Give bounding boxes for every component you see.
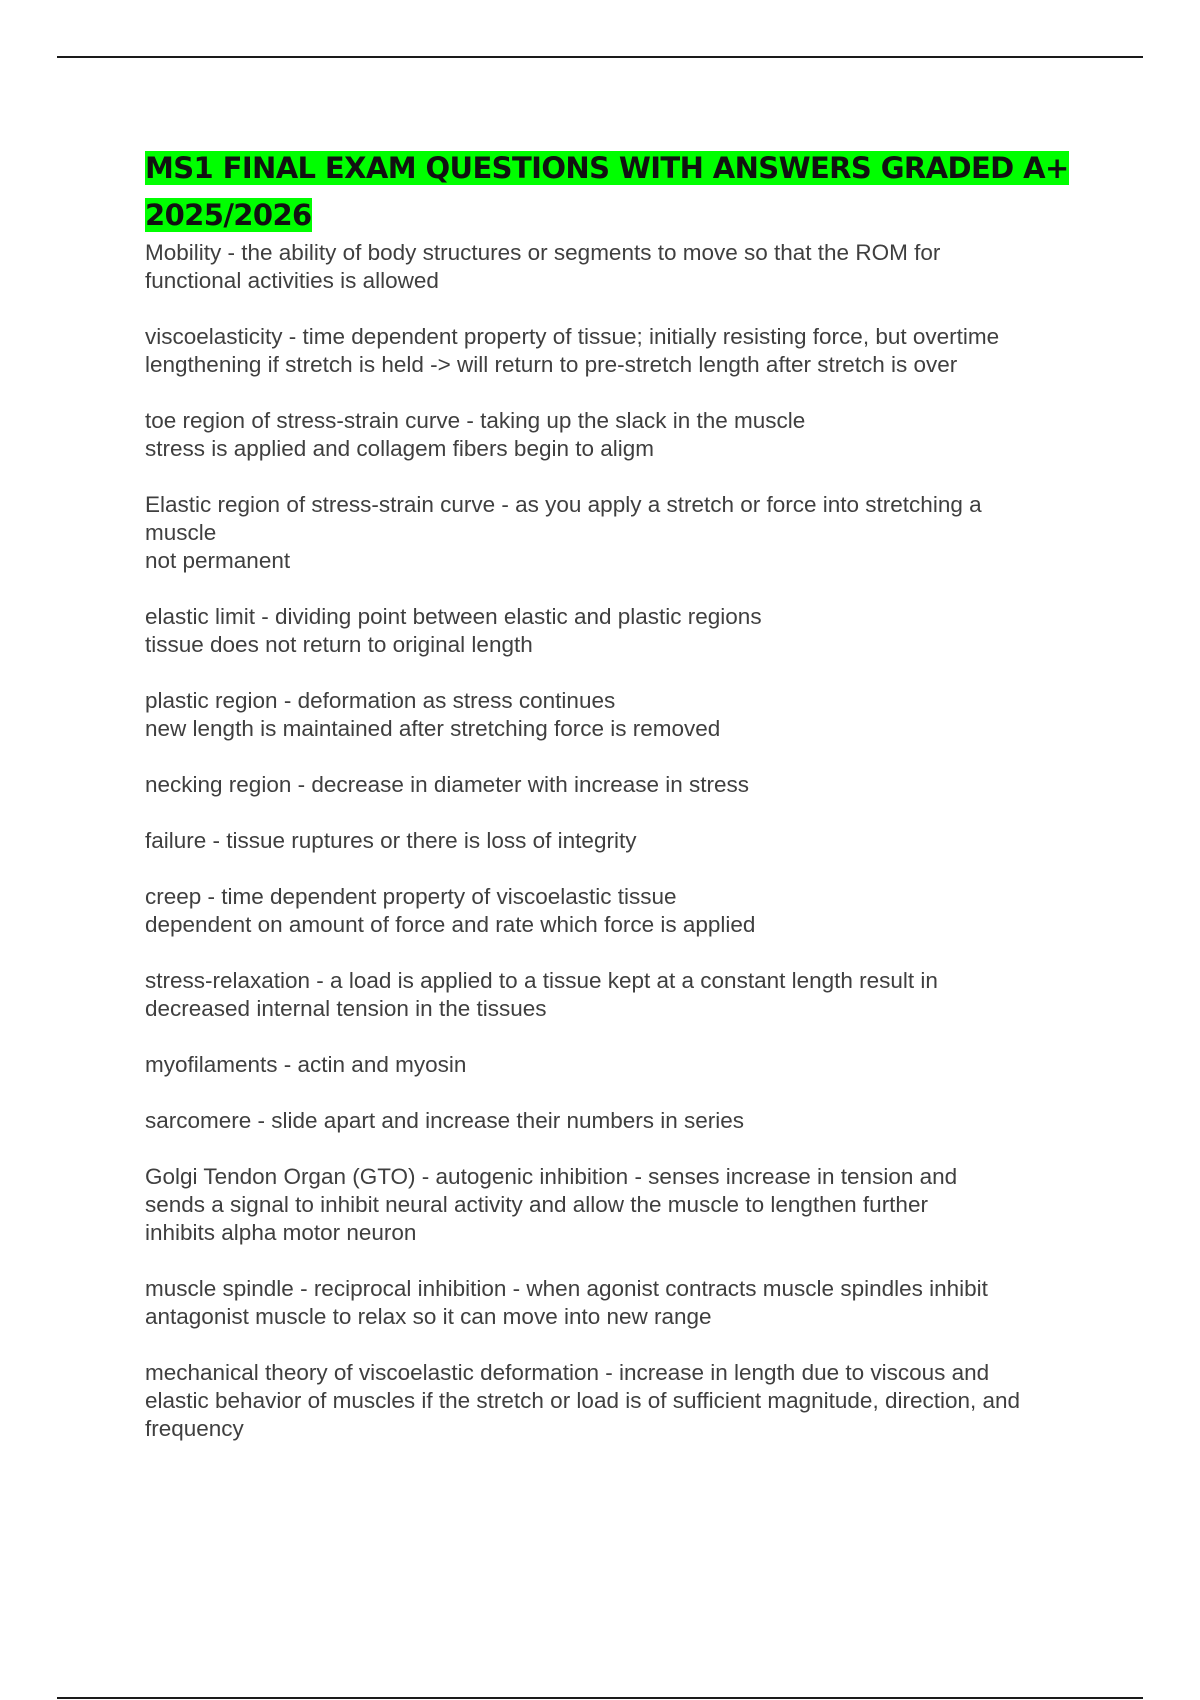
- definition-line: dependent on amount of force and rate which force is applied: [145, 912, 756, 937]
- definition-entry: [145, 491, 1095, 575]
- definition-line: new length is maintained after stretching force is removed: [145, 716, 721, 741]
- top-divider: [57, 56, 1143, 58]
- definition-entry: [145, 239, 1095, 295]
- definition-entry: [145, 827, 1095, 855]
- definition-entry: [145, 323, 1095, 379]
- definition-line: stress-relaxation - a load is applied to a tissue kept at a constant length result in: [145, 968, 938, 993]
- definition-entry: [145, 883, 1095, 939]
- definition-entry: [145, 1275, 1095, 1331]
- definition-entry: [145, 407, 1095, 463]
- definition-line: failure - tissue ruptures or there is loss of integrity: [145, 828, 637, 853]
- title-highlight: MS1 FINAL EXAM QUESTIONS WITH ANSWERS GRADED A+ 2025/2026: [145, 151, 1069, 232]
- definition-line: tissue does not return to original length: [145, 632, 533, 657]
- definition-line: not permanent: [145, 548, 291, 573]
- definition-line: muscle spindle - reciprocal inhibition - when agonist contracts muscle spindles inhibit: [145, 1276, 988, 1301]
- definition-line: muscle: [145, 520, 217, 545]
- definition-entry: [145, 603, 1095, 659]
- document-title: [145, 145, 1095, 239]
- definition-line: creep - time dependent property of viscoelastic tissue: [145, 884, 677, 909]
- definition-entry: [145, 1163, 1095, 1247]
- definition-line: elastic limit - dividing point between elastic and plastic regions: [145, 604, 762, 629]
- definition-entry: [145, 1051, 1095, 1079]
- definition-line: decreased internal tension in the tissues: [145, 996, 547, 1021]
- definition-line: sarcomere - slide apart and increase their numbers in series: [145, 1108, 745, 1133]
- definition-line: sends a signal to inhibit neural activity and allow the muscle to lengthen further: [145, 1192, 928, 1217]
- definition-line: mechanical theory of viscoelastic deformation - increase in length due to viscous and: [145, 1360, 990, 1385]
- definition-line: inhibits alpha motor neuron: [145, 1220, 417, 1245]
- definition-line: Elastic region of stress-strain curve - as you apply a stretch or force into stretching a: [145, 492, 982, 517]
- definition-list: [145, 239, 1095, 1443]
- definition-line: frequency: [145, 1416, 244, 1441]
- definition-line: Golgi Tendon Organ (GTO) - autogenic inhibition - senses increase in tension and: [145, 1164, 958, 1189]
- definition-line: lengthening if stretch is held -> will return to pre-stretch length after stretch is over: [145, 352, 958, 377]
- definition-entry: [145, 771, 1095, 799]
- definition-line: myofilaments - actin and myosin: [145, 1052, 467, 1077]
- definition-line: functional activities is allowed: [145, 268, 439, 293]
- definition-entry: [145, 1107, 1095, 1135]
- definition-line: stress is applied and collagem fibers begin to aligm: [145, 436, 655, 461]
- definition-line: toe region of stress-strain curve - taking up the slack in the muscle: [145, 408, 806, 433]
- definition-entry: [145, 967, 1095, 1023]
- definition-line: antagonist muscle to relax so it can move into new range: [145, 1304, 712, 1329]
- definition-line: Mobility - the ability of body structures or segments to move so that the ROM for: [145, 240, 941, 265]
- bottom-divider: [57, 1697, 1143, 1699]
- definition-entry: [145, 687, 1095, 743]
- definition-line: plastic region - deformation as stress continues: [145, 688, 616, 713]
- definition-line: viscoelasticity - time dependent property of tissue; initially resisting force, but overtime: [145, 324, 1000, 349]
- document-body: [145, 145, 1095, 1471]
- definition-line: necking region - decrease in diameter with increase in stress: [145, 772, 750, 797]
- definition-entry: [145, 1359, 1095, 1443]
- definition-line: elastic behavior of muscles if the stretch or load is of sufficient magnitude, direction, and: [145, 1388, 1021, 1413]
